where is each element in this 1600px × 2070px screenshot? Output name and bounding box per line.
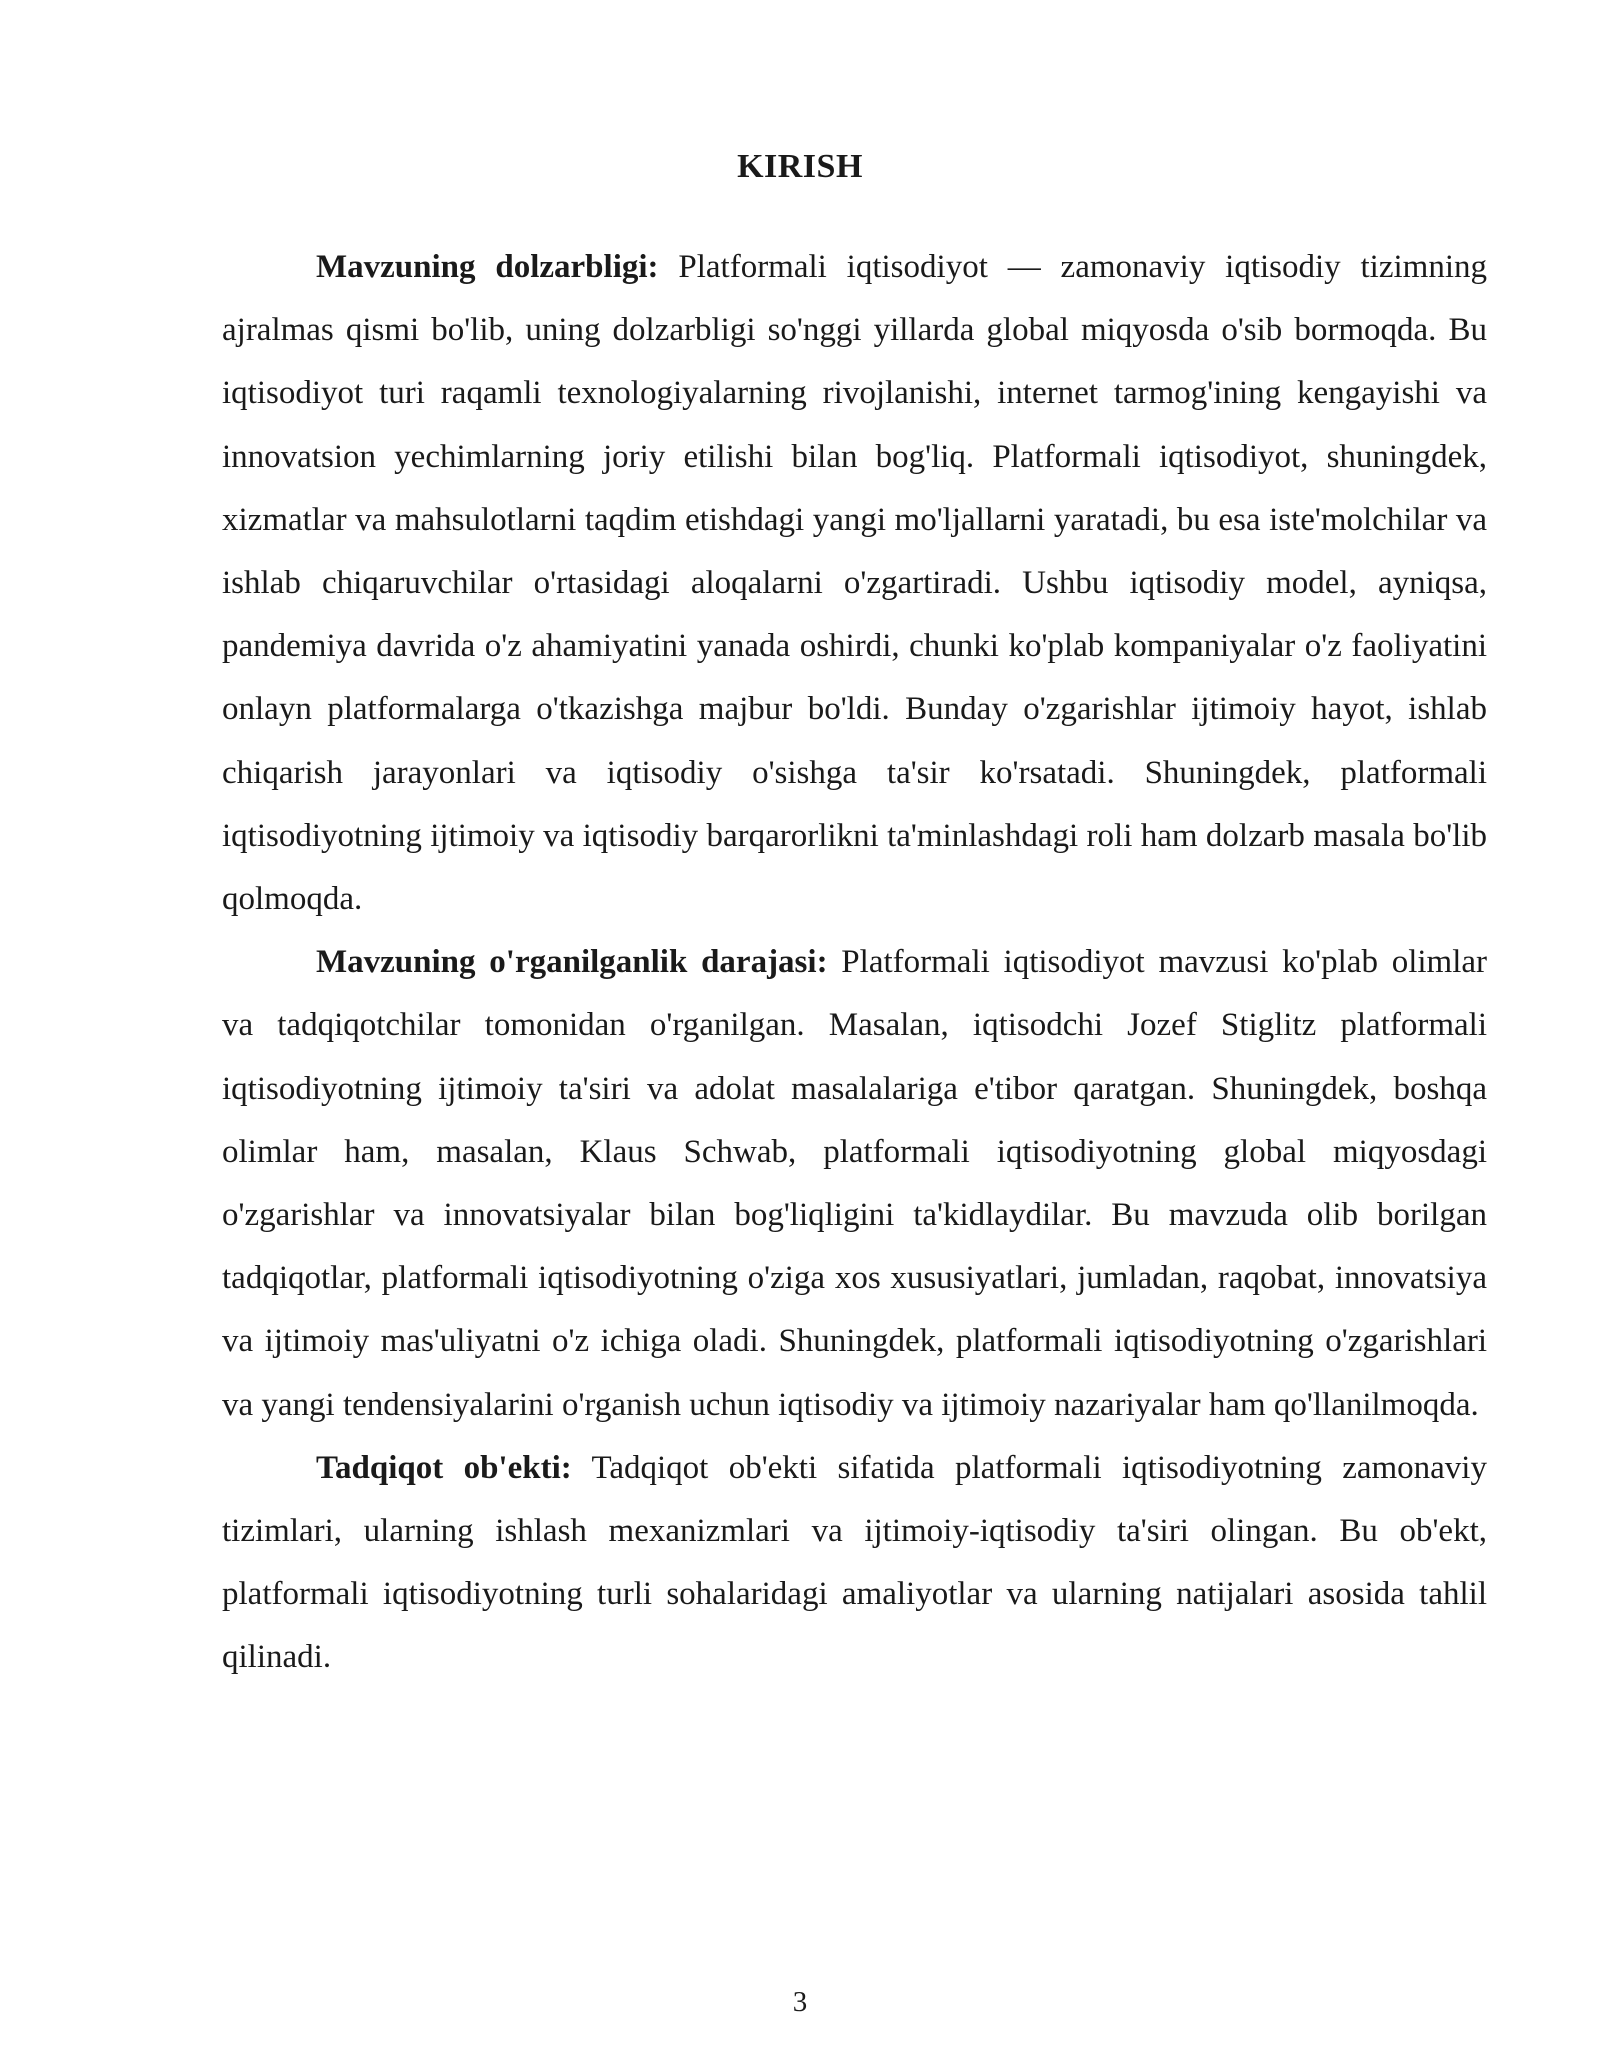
document-body [222, 236, 1487, 1690]
paragraph-relevance [222, 236, 1487, 931]
paragraph-lead: Mavzuning o'rganilganlik darajasi: [316, 944, 828, 981]
paragraph-text: Platformali iqtisodiyot — zamonaviy iqtisodiy tizimning ajralmas qismi bo'lib, uning dolzarbligi so'nggi yillarda global miqyosda o'sib bormoqda. Bu iqtisodiyot turi raqamli texnologiyalarning rivojlanishi, internet tarmog'ining kengayishi va innovatsion yechimlarning joriy etilishi bilan bog'liq. Platformali iqtisodiyot, shuningdek, xizmatlar va mahsulotlarni taqdim etishdagi yangi mo'ljallarni yaratadi, bu esa iste'molchilar va ishlab chiqaruvchilar o'rtasidagi aloqalarni o'zgartiradi. Ushbu iqtisodiy model, ayniqsa, pandemiya davrida o'z ahamiyatini yanada oshirdi, chunki ko'plab kompaniyalar o'z faoliyatini onlayn platformalarga o'tkazishga majbur bo'ldi. Bunday o'zgarishlar ijtimoiy hayot, ishlab chiqarish jarayonlari va iqtisodiy o'sishga ta'sir ko'rsatadi. Shuningdek, platformali iqtisodiyotning ijtimoiy va iqtisodiy barqarorlikni ta'minlashdagi roli ham dolzarb masala bo'lib qolmoqda. [222, 249, 1488, 918]
paragraph-text: Platformali iqtisodiyot mavzusi ko'plab olimlar va tadqiqotchilar tomonidan o'rganilgan. Masalan, iqtisodchi Jozef Stiglitz platformali iqtisodiyotning ijtimoiy ta'siri va adolat masalalariga e'tibor qaratgan. Shuningdek, boshqa olimlar ham, masalan, Klaus Schwab, platformali iqtisodiyotning global miqyosdagi o'zgarishlar va innovatsiyalar bilan bog'liqligini ta'kidlaydilar. Bu mavzuda olib borilgan tadqiqotlar, platformali iqtisodiyotning o'ziga xos xususiyatlari, jumladan, raqobat, innovatsiya va ijtimoiy mas'uliyatni o'z ichiga oladi. Shuningdek, platformali iqtisodiyotning o'zgarishlari va yangi tendensiyalarini o'rganish uchun iqtisodiy va ijtimoiy nazariyalar ham qo'llanilmoqda. [222, 944, 1487, 1423]
paragraph-lead: Tadqiqot ob'ekti: [316, 1449, 572, 1486]
paragraph-lead: Mavzuning dolzarbligi: [316, 249, 659, 285]
paragraph-text: Tadqiqot ob'ekti sifatida platformali iqtisodiyotning zamonaviy tizimlari, ularning ishlash mexanizmlari va ijtimoiy-iqtisodiy ta'siri olingan. Bu ob'ekt, platformali iqtisodiyotning turli sohalaridagi amaliyotlar va ularning natijalari asosida tahlil qilinadi. [222, 1449, 1487, 1676]
page-number: 3 [792, 1986, 808, 2018]
page-heading: KIRISH [737, 148, 863, 185]
paragraph-research-object [222, 1437, 1487, 1690]
paragraph-study-level [222, 931, 1487, 1437]
